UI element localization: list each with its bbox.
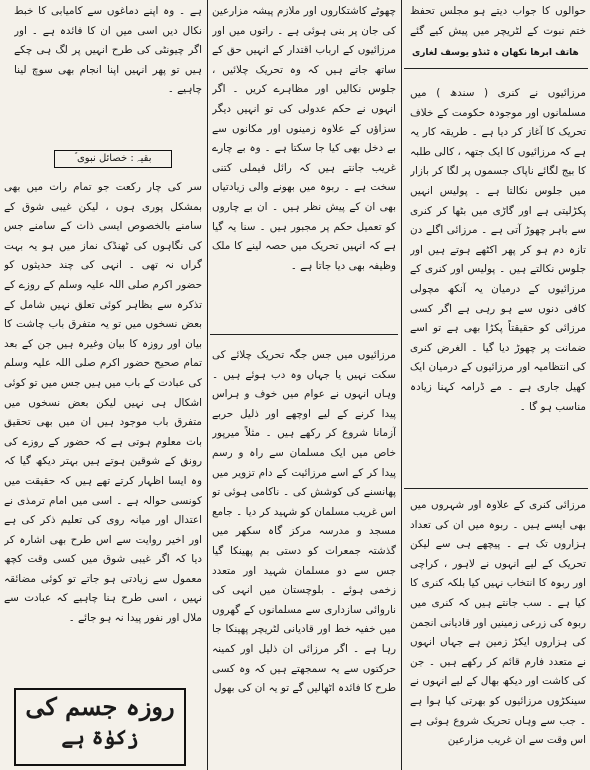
paragraph: سر کی چار رکعت جو تمام رات میں بھی بمشکل پوری ہوں ، لیکن غیبی شوق کے سامنے بالخصوص ایسی ذات کے سامنے جس کی نگاہوں کی ٹھنڈک نماز میں ہو یہ بہت گراں نہ تھی ۔ انہی کی چند حدیثوں کو حضور اکرم صلی اللہ علیہ وسلم کے روزے کے تذکرہ سے بظاہر کوئی تعلق نہیں شامل کے بعض نسخوں میں تو یہ متفرق باب چاشت کا بیان اور روزہ کا بیان وغیرہ ہیں جن کے بعد تمام صحیح حضور اکرم صلی اللہ علیہ وسلم کی عبادت کے باب میں ہیں جس میں تو کوئی اشکال ہی نہیں لیکن بعض نسخوں میں متفرق باب موجود ہیں ان میں بھی تحقیق بات معلوم ہوتی ہے کہ حضور کے روزے کی رونق کے شوقین ہوتے ہیں بہتر دیکھ گیا کہ وہ ایسا اظہار کرتے تھے ہیں کہ حقیقت میں کونسی حوالہ ہے ۔ اسی میں امام ترمذی نے اعتدال اور میانہ روی کی تعلیم ذکر کی ہے اور اخیر روایت سے اس طرح بھی اشارہ کر دیا کہ اگر غیبی شوق میں کسی وقت کچھ معمول سے زیادتی ہو جاتے تو کوئی مضائقہ نہیں ، اسی طرح ہنا چاہیے کہ عبادت سے ملال اور نفور پیدا نہ ہو جائے ۔ [4,181,202,625]
section-divider [404,488,588,489]
paragraph: مرزائیوں میں جس جگہ تحریک چلائے کی سکت نہیں یا جہاں وہ دب ہوئے ہیں ۔ وہاں انہوں نے عوام میں خوف و ہراس پیدا کرنے کے لیے اوچھے اور ذلیل حربے آزمانا شروع کر رکھے ہیں ۔ مثلاً میرپور خاص میں ایک مسلمان سے راہ و رسم پیدا کر کے اسے مرزائیت کے دام تزویر میں پھانسنے کی کوشش کی ۔ ناکامی ہوئی تو اس غریب مسلمان کو شہید کر دیا ۔ جامع مسجد و مدرسہ مرکز گاہ سکھر میں گذشتہ جمعرات کو دستی بم پھینکا گیا جس سے دو مسلمان شہید اور متعدد زخمی ہوئے ۔ بلوچستان میں انہی کی ناروائی سازداری سے مسلمانوں کے گھروں میں خفیہ خط اور قادیانی لٹریچر پھینکا جا رہا ہے ۔ اگر مرزائی ان ذلیل اور کمینہ حرکتوں سے یہ سمجھتے ہیں کہ وہ کسی طرح کا فائدہ اٹھالیں گے تو یہ ان کی بھول [212,349,396,695]
middle-column-article-cont [212,346,396,766]
section-divider [404,68,588,69]
signature: ھاتف ابرھا نکھان ہ ٹنڈو یوسف لغاری [412,48,579,58]
left-column-article [14,2,202,130]
boxed-title-line1: روزہ جسم کی [25,692,175,721]
section-header: بقیہ : خصائل نبوی ؐ [54,150,172,168]
top-right-block [410,2,586,46]
boxed-title [14,688,186,766]
paragraph: چھوٹے کاشتکاروں اور ملازم پیشہ مزارعین کی جان پر بنی ہوئی ہے ۔ راتوں میں اور مرزائیوں کے ارباب اقتدار کے انہیں حق کے ساتھ جاتے ہیں کہ وہ تحریک چلائیں ، جلوس نکالیں اور مظاہرے کریں ۔ اگر انہوں نے حکم عدولی کی تو انہیں دیگر سزاؤں کے علاوہ زمینوں اور مکانوں سے بے دخل بھی کیا جا سکتا ہے ۔ وہ بے چارے غریب جانتے ہیں کہ رائل فیملی کتنی سخت ہے ۔ ربوہ میں بھونے والی زیادتیاں بھی ان کے پیش نظر ہیں ۔ ان بے چاروں کو تعمیل حکم پر مجبور ہیں ۔ سنا یہ گیا ہے کہ انہیں تحریک میں حصہ لینے کا ملک وظیفہ بھی دیا جاتا ہے ۔ [212,5,396,272]
right-column-article-cont [410,496,586,768]
right-column-article [410,84,586,484]
paragraph: مرزائی کنری کے علاوہ اور شہروں میں بھی ایسے ہیں ۔ ربوہ میں ان کی تعداد ہزاروں تک ہے ۔ پیچھے ہی سے لیکن تحریک کے لیے انہوں نے لاہور ، کراچی اور ربوہ کا انتخاب نہیں کیا بلکہ کنری کا کیا ہے ۔ سب جانتے ہیں کہ کنری میں ربوہ کی زرعی زمینیں اور قادیانی انجمن کی ہزاروں ایکڑ زمین ہے جہاں انہوں نے متعدد فارم قائم کر رکھے ہیں ۔ جن کی کاشت اور دیکھ بھال کے لیے انہوں نے سینکڑوں مرزائیوں کو بھرتی کیا ہوا ہے ۔ جب سے وہاں تحریک شروع ہوئی ہے اس وقت سے ان غریب مزارعین [410,499,586,747]
middle-column-article [212,2,396,328]
column-divider [401,0,402,770]
paragraph: ہے ۔ وہ اپنے دماغوں سے کامیابی کا خبط نکال دیں اسی میں ان کا فائدہ ہے ۔ اور اگر چیونٹی کی طرح انہیں پر لگ ہی چکے ہیں تو پھر انہیں اپنا انجام بھی سوچ لینا چاہیے ۔ [14,5,202,96]
left-column-continued [4,178,202,678]
column-divider [207,0,208,770]
section-divider [210,334,398,335]
paragraph: مرزائیوں نے کنری ( سندھ ) میں مسلمانوں اور موجودہ حکومت کے خلاف تحریک کا آغاز کر دیا ہے ۔ طریقہ کار یہ ہے کہ مرزائیوں کا ایک جتھہ ، کالی طلبہ کا بیج لگائے ناپاک جسموں پر لگا کر بازار میں جلوس نکالتا ہے ۔ پولیس انہیں پکڑلیتی ہے اور گاڑی میں بٹھا کر کنری سے باہر چھوڑ آتی ہے ۔ مرزائی اگلے دن تازہ دم ہو کر پھر اکٹھے ہوتے ہیں اور جلوس نکالتے ہیں ۔ پولیس اور کنری کے مرزائیوں کے درمیان یہ آنکھ مچولی کافی دنوں سے ہو رہی ہے اگر کسی مرزائی کو حقیقتاً پکڑا بھی ہے تو اسے ضمانت پر چھوڑ دیا گیا ۔ الغرض کنری کی انتظامیہ اور مرزائیوں کے درمیان ایک کھیل جاری ہے ۔ مے ڈرامہ کہنا زیادہ مناسب ہو گا ۔ [410,87,586,413]
paragraph: حوالوں کا جواب دیتے ہو مجلس تحفظ ختم نبوت کے لٹریچر میں پیش کیے گئے [410,5,586,37]
boxed-title-line2: زکوٰۃ ہے [61,725,139,749]
